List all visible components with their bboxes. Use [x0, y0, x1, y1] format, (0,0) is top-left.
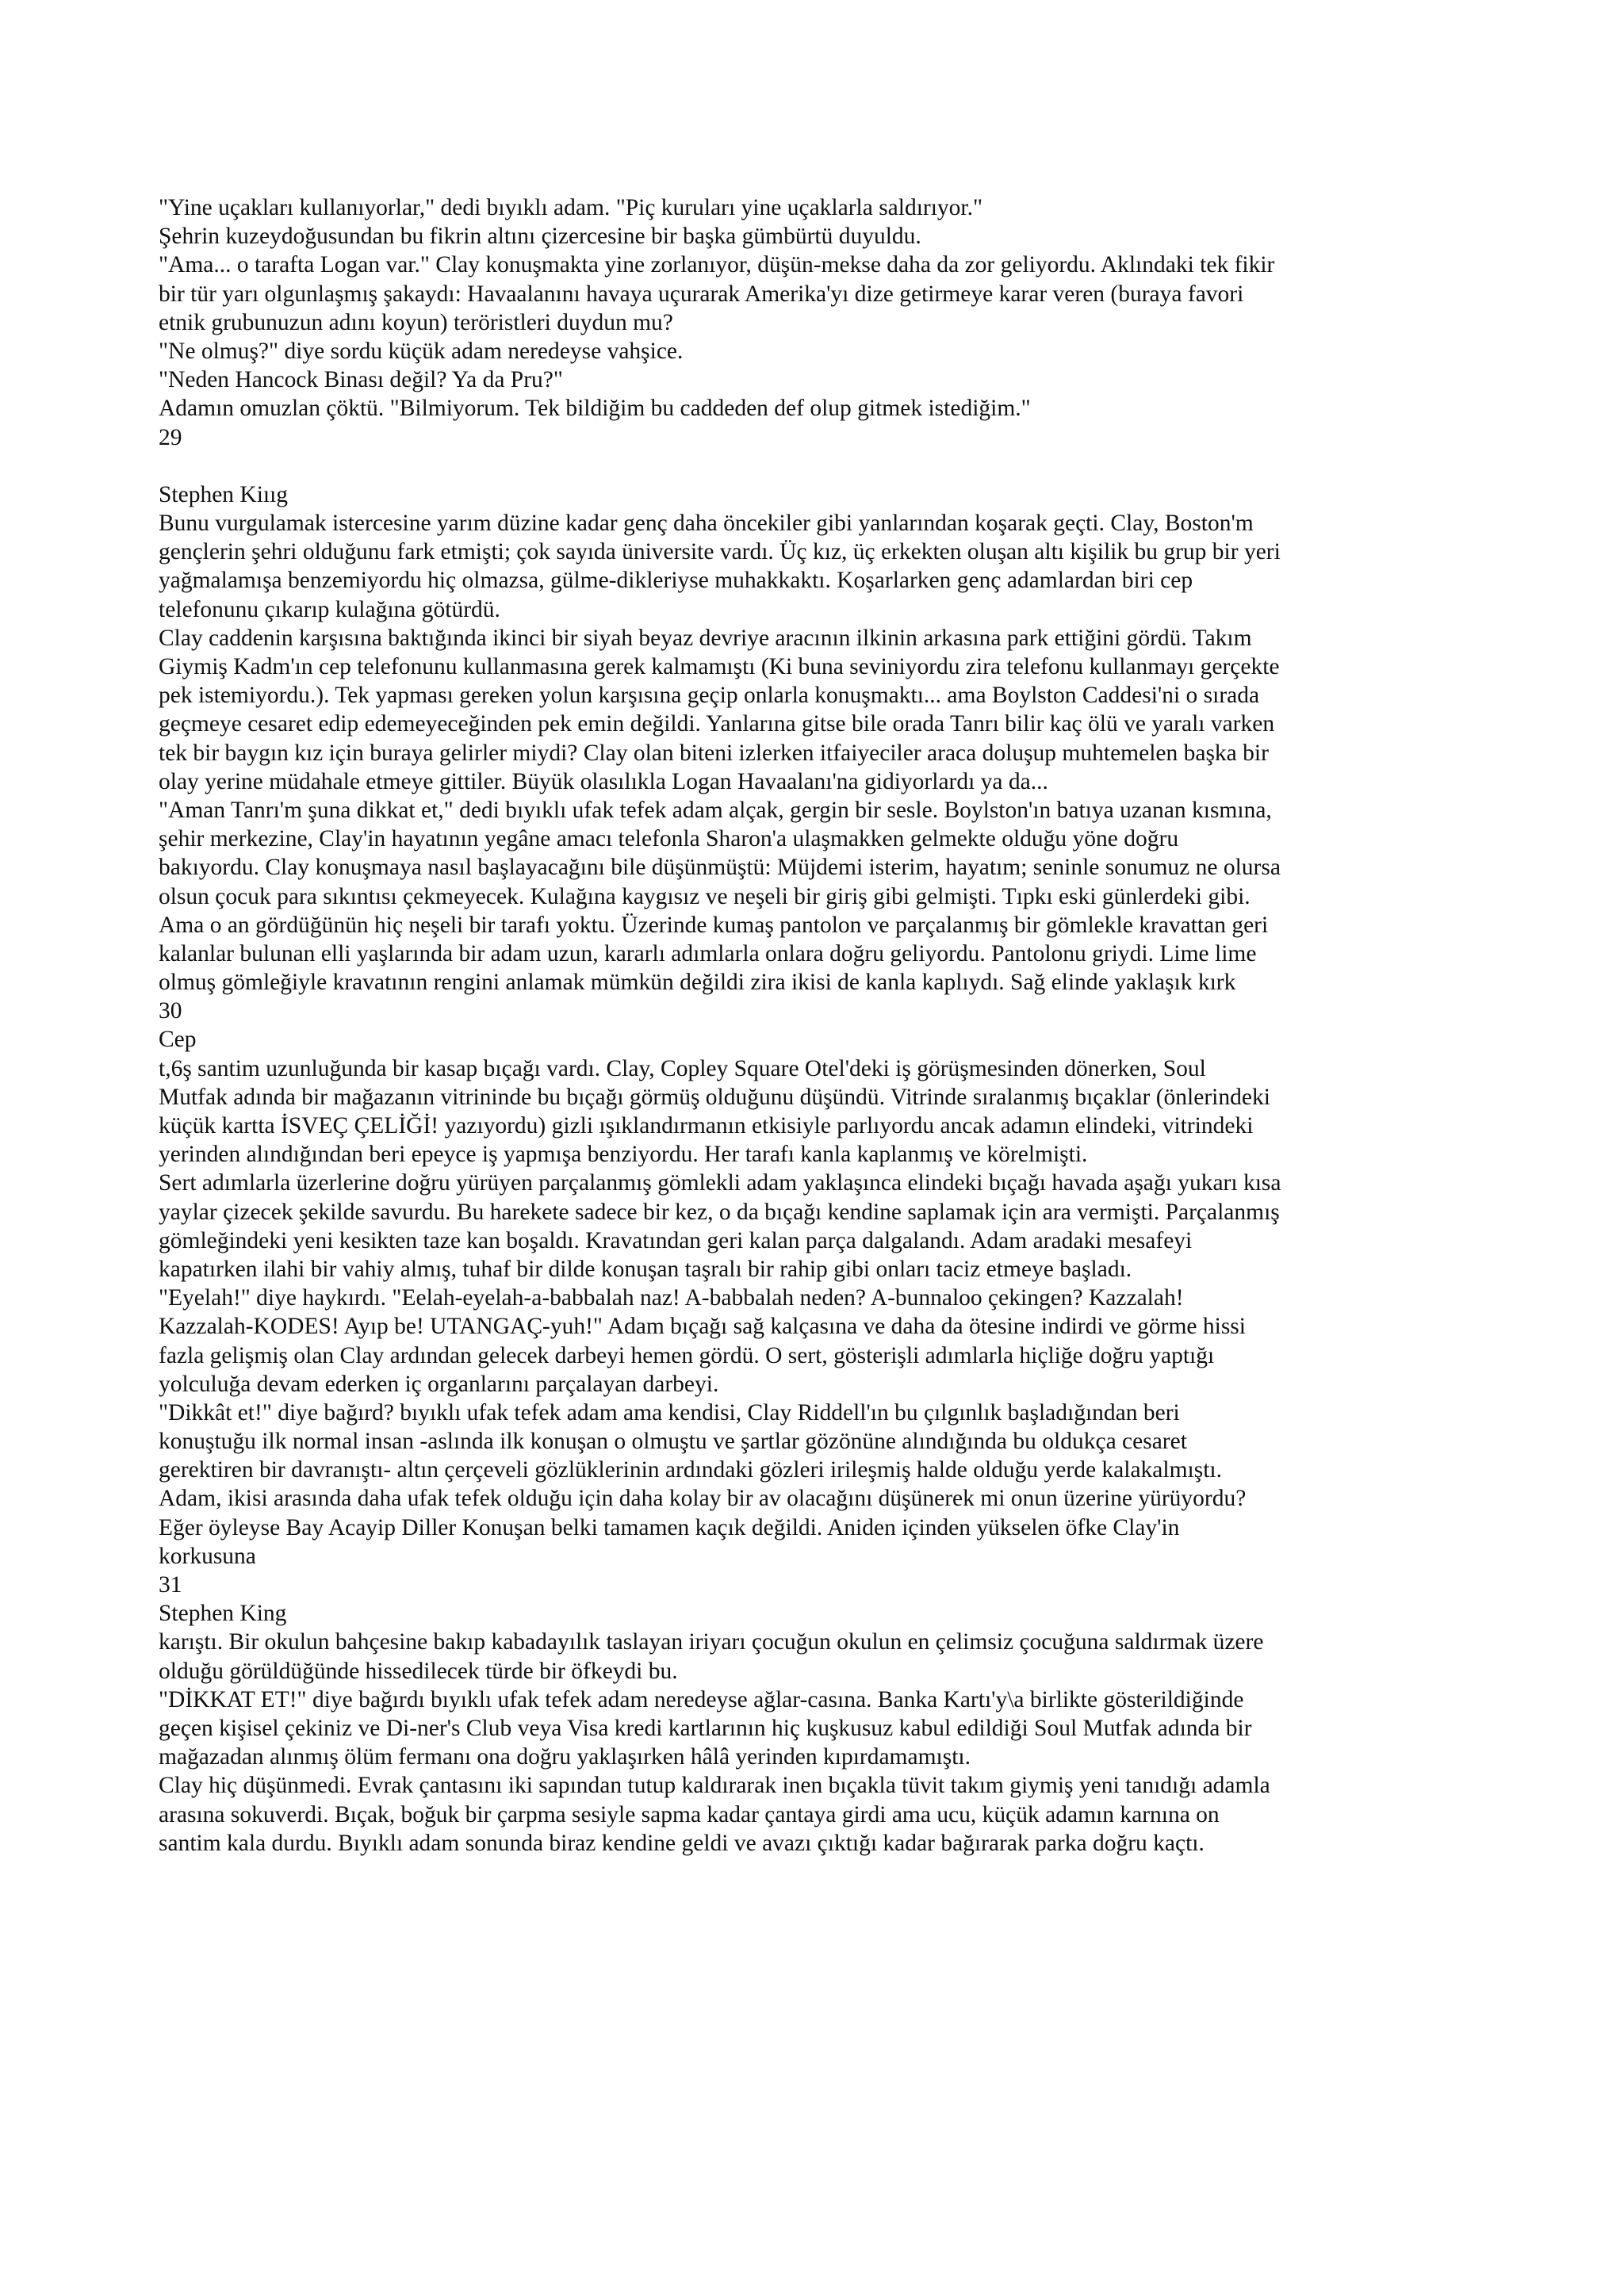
- text-line: t,6ş santim uzunluğunda bir kasap bıçağı vardı. Clay, Copley Square Otel'deki iş görüşmesinden dönerken, Soul: [159, 1055, 1206, 1081]
- text-line: etnik grubunuzun adını koyun) teröristleri duydun mu?: [159, 309, 673, 335]
- text-line: "Ne olmuş?" diye sordu küçük adam neredeyse vahşice.: [159, 338, 684, 364]
- text-line: arasına sokuverdi. Bıçak, boğuk bir çarpma sesiyle sapma kadar çantaya girdi ama ucu, küçük adamın karnına on: [159, 1801, 1220, 1827]
- text-line: "DİKKAT ET!" diye bağırdı bıyıklı ufak tefek adam neredeyse ağlar-casına. Banka Kartı'y\a birlikte gösterildiğinde: [159, 1686, 1244, 1712]
- text-line: pek istemiyordu.). Tek yapması gereken yolun karşısına geçip onlarla konuşmaktı... ama Boylston Caddesi'ni o sırada: [159, 683, 1260, 709]
- text-line: "Ama... o tarafta Logan var." Clay konuşmakta yine zorlanıyor, düşün-mekse daha da zor geliyordu. Aklındaki tek fikir: [159, 252, 1275, 278]
- text-line: Adamın omuzlan çöktü. "Bilmiyorum. Tek bildiğim bu caddeden def olup gitmek istediğim.": [159, 396, 1031, 422]
- text-line: olay yerine müdahale etmeye gittiler. Büyük olasılıkla Logan Havaalanı'na gidiyorlardı ya da...: [159, 768, 1048, 794]
- text-line: "Neden Hancock Binası değil? Ya da Pru?": [159, 367, 563, 393]
- text-line: Kazzalah-KODES! Ayıp be! UTANGAÇ-yuh!" Adam bıçağı sağ kalçasına ve daha da ötesine indirdi ve görme hissi: [159, 1314, 1246, 1340]
- running-header: Stephen King: [159, 1601, 287, 1627]
- text-line: Giymiş Kadm'ın cep telefonunu kullanmasına gerek kalmamıştı (Ki buna seviniyordu zira telefonu kullanmayı gerçekte: [159, 654, 1280, 679]
- text-line: Eğer öyleyse Bay Acayip Diller Konuşan belki tamamen kaçık değildi. Aniden içinden yükselen öfke Clay'in: [159, 1514, 1180, 1540]
- text-line: şehir merkezine, Clay'in hayatının yegâne amacı telefonla Sharon'a ulaşmakken gelmekte olduğu yöne doğru: [159, 826, 1179, 852]
- text-line: Mutfak adında bir mağazanın vitrininde bu bıçağı görmüş olduğunu düşündü. Vitrinde sıralanmış bıçaklar (önlerindeki: [159, 1084, 1270, 1110]
- page-number: 31: [159, 1572, 182, 1598]
- text-line: fazla gelişmiş olan Clay ardından gelecek darbeyi hemen gördü. O sert, gösterişli adımlarla hiçliğe doğru yaptığı: [159, 1342, 1215, 1368]
- text-line: bir tür yarı olgunlaşmış şakaydı: Havaalanını havaya uçurarak Amerika'yı dize getirmeye karar veren (buraya favori: [159, 281, 1244, 307]
- text-line: santim kala durdu. Bıyıklı adam sonunda biraz kendine geldi ve avazı çıktığı kadar bağırarak parka doğru kaçtı.: [159, 1830, 1205, 1856]
- text-line: geçen kişisel çekiniz ve Di-ner's Club veya Visa kredi kartlarının hiç kuşkusuz kabul edildiği Soul Mutfak adında bir: [159, 1715, 1252, 1741]
- text-line: korkusuna: [159, 1543, 256, 1569]
- page-number: 30: [159, 998, 182, 1024]
- text-line: yerinden alındığından beri epeyce iş yapmışa benziyordu. Her tarafı kanla kaplanmış ve körelmişti.: [159, 1142, 1088, 1168]
- page-number: 29: [159, 424, 182, 450]
- text-line: olsun çocuk para sıkıntısı çekmeyecek. Kulağına kaygısız ve neşeli bir giriş gibi gelmişti. Tıpkı eski günlerdeki gibi.: [159, 883, 1251, 909]
- text-line: yaylar çizecek şekilde savurdu. Bu harekete sadece bir kez, o da bıçağı kendine saplamak için ara vermişti. Parçalanmış: [159, 1199, 1280, 1225]
- text-line: geçmeye cesaret edip edemeyeceğinden pek emin değildi. Yanlarına gitse bile orada Tanrı bilir kaç ölü ve yaralı varken: [159, 711, 1275, 737]
- text-line: konuştuğu ilk normal insan -aslında ilk konuşan o olmuştu ve şartlar gözönüne alındığında bu oldukça cesaret: [159, 1429, 1187, 1455]
- text-line: Bunu vurgulamak istercesine yarım düzine kadar genç daha öncekiler gibi yanlarından koşarak geçti. Clay, Boston'm: [159, 511, 1254, 537]
- text-line: bakıyordu. Clay konuşmaya nasıl başlayacağını bile düşünmüştü: Müjdemi isterim, hayatım; seninle sonumuz ne olursa: [159, 855, 1281, 881]
- running-header: Stephen Kiııg: [159, 481, 289, 507]
- text-line: "Eyelah!" diye haykırdı. "Eelah-eyelah-a-babbalah naz! A-babbalah neden? A-bunnaloo çekingen? Kazzalah!: [159, 1285, 1184, 1311]
- text-line: karıştı. Bir okulun bahçesine bakıp kabadayılık taslayan iriyarı çocuğun okulun en çelimsiz çocuğuna saldırmak üzere: [159, 1629, 1264, 1655]
- text-line: "Aman Tanrı'm şuna dikkat et," dedi bıyıklı ufak tefek adam alçak, gergin bir sesle. Boylston'ın batıya uzanan kısmına,: [159, 797, 1272, 823]
- text-line: mağazadan alınmış ölüm fermanı ona doğru yaklaşırken hâlâ yerinden kıpırdamamıştı.: [159, 1744, 971, 1770]
- text-line: kapatırken ilahi bir vahiy almış, tuhaf bir dilde konuşan taşralı bir rahip gibi onları taciz etmeye başladı.: [159, 1256, 1132, 1282]
- text-line: gerektiren bir davranıştı- altın çerçeveli gözlüklerinin ardındaki gözleri irileşmiş halde olduğu yerde kalakalmıştı.: [159, 1457, 1222, 1483]
- text-line: Şehrin kuzeydoğusundan bu fikrin altını çizercesine bir başka gümbürtü duyuldu.: [159, 224, 921, 250]
- text-line: olduğu görüldüğünde hissedilecek türde bir öfkeydi bu.: [159, 1658, 678, 1684]
- text-line: gençlerin şehri olduğunu fark etmişti; çok sayıda üniversite vardı. Üç kız, üç erkekten oluşan altı kişilik bu grup bir yeri: [159, 539, 1281, 565]
- text-body: [159, 193, 1475, 1858]
- text-line: küçük kartta İSVEÇ ÇELİĞİ! yazıyordu) gizli ışıklandırmanın etkisiyle parlıyordu ancak adamın elindeki, vitrindeki: [159, 1113, 1254, 1138]
- text-line: Sert adımlarla üzerlerine doğru yürüyen parçalanmış gömlekli adam yaklaşınca elindeki bıçağı havada aşağı yukarı kısa: [159, 1170, 1281, 1196]
- text-line: tek bir baygın kız için buraya gelirler miydi? Clay olan biteni izlerken itfaiyeciler araca doluşup muhtemelen başka bir: [159, 740, 1269, 766]
- text-line: Ama o an gördüğünün hiç neşeli bir tarafı yoktu. Üzerinde kumaş pantolon ve parçalanmış bir gömlekle kravattan geri: [159, 912, 1269, 938]
- text-line: kalanlar bulunan elli yaşlarında bir adam uzun, kararlı adımlarla onlara doğru geliyordu. Pantolonu griydi. Lime lime: [159, 940, 1257, 966]
- text-line: Adam, ikisi arasında daha ufak tefek olduğu için daha kolay bir av olacağını düşünerek mi onun üzerine yürüyordu?: [159, 1486, 1247, 1512]
- text-line: yolculuğa devam ederken iç organlarını parçalayan darbeyi.: [159, 1371, 719, 1397]
- text-line: "Yine uçakları kullanıyorlar," dedi bıyıklı adam. "Piç kuruları yine uçaklarla saldırıyor.": [159, 195, 983, 220]
- running-header: Cep: [159, 1027, 197, 1053]
- text-line: olmuş gömleğiyle kravatının rengini anlamak mümkün değildi zira ikisi de kanla kaplıydı. Sağ elinde yaklaşık kırk: [159, 970, 1236, 996]
- text-line: "Dikkât et!" diye bağırd? bıyıklı ufak tefek adam ama kendisi, Clay Riddell'ın bu çılgınlık başladığından beri: [159, 1399, 1180, 1425]
- blank-line: [159, 452, 1475, 480]
- text-line: Clay caddenin karşısına baktığında ikinci bir siyah beyaz devriye aracının ilkinin arkasına park ettiğini gördü. Takım: [159, 625, 1252, 651]
- text-line: yağmalamışa benzemiyordu hiç olmazsa, gülme-dikleriyse muhakkaktı. Koşarlarken genç adamlardan biri cep: [159, 568, 1193, 594]
- text-line: Clay hiç düşünmedi. Evrak çantasını iki sapından tutup kaldırarak inen bıçakla tüvit takım giymiş yeni tanıdığı adamla: [159, 1773, 1270, 1799]
- text-line: gömleğindeki yeni kesikten taze kan boşaldı. Kravatından geri kalan parça dalgalandı. Adam aradaki mesafeyi: [159, 1227, 1193, 1253]
- text-line: telefonunu çıkarıp kulağına götürdü.: [159, 596, 500, 622]
